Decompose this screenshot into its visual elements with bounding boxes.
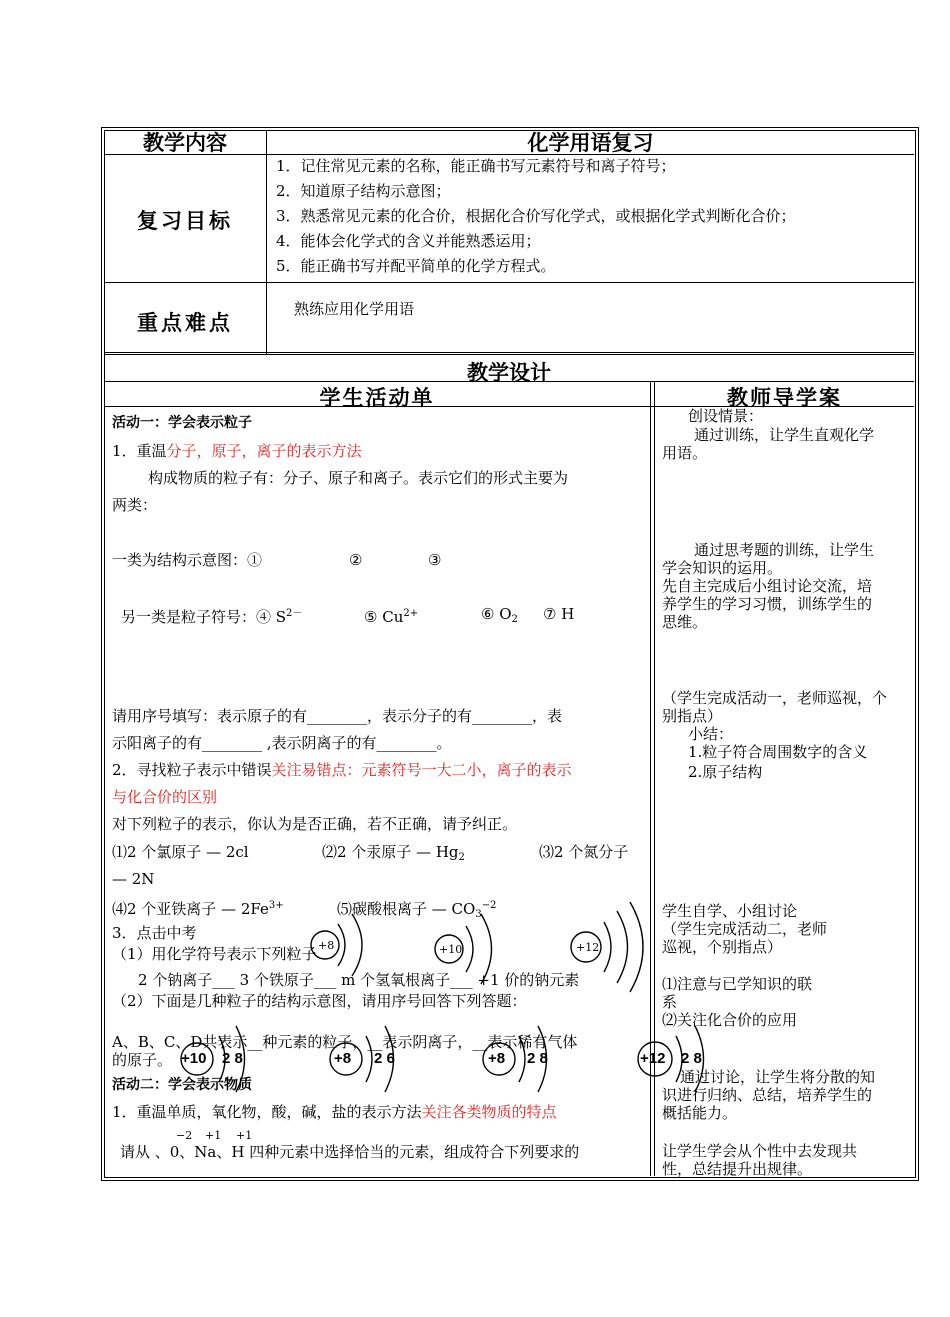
text-line: 一类为结构示意图：① — [112, 551, 263, 569]
nucleus-charge: +8 — [334, 1050, 352, 1067]
activity-two-title: 活动二：学会表示物质 — [112, 1077, 252, 1093]
text-line: A、B、C、D共表示__种元素的粒子，__表示阴离子，__表示稀有气体 — [112, 1033, 578, 1051]
guide-line: 系 — [662, 993, 678, 1011]
guide-line: 性，总结提升出规律。 — [662, 1160, 813, 1178]
valence-mark: −2 — [176, 1129, 193, 1142]
guide-line: 1.粒子符合周围数字的含义 — [688, 743, 868, 761]
text-line: 请用序号填写：表示原子的有________，表示分子的有________，表 — [112, 707, 563, 725]
guide-line: 思维。 — [662, 613, 708, 631]
text-line: 构成物质的粒子有：分子、原子和离子。表示它们的形式主要为 — [148, 469, 569, 487]
nucleus-charge: +12 — [640, 1050, 666, 1067]
text-line: ⑵2 个汞原子 — $Hg_2$ — [322, 843, 465, 863]
text-line: 3．点击中考 — [112, 924, 197, 942]
guide-line: 概括能力。 — [662, 1104, 738, 1122]
text-line: 请从 、0、Na、H 四种元素中选择恰当的元素，组成符合下列要求的 — [120, 1143, 580, 1161]
guide-line: 先自主完成后小组讨论交流，培 — [662, 577, 873, 595]
teacher-guide-header: 教师导学案 — [727, 386, 842, 410]
guide-line: 巡视，个别指点） — [662, 938, 783, 956]
text-line: 2．寻找粒子表示中错误关注易错点：元素符号一大二小，离子的表示 — [112, 761, 572, 779]
particle-symbols: ⑦ H — [543, 605, 575, 623]
design-title: 教学设计 — [467, 361, 551, 385]
goal-item: 1．记住常见元素的名称，能正确书写元素符号和离子符号； — [276, 157, 676, 175]
goal-item: 3．熟悉常见元素的化合价，根据化合价写化学式，或根据化学式判断化合价； — [276, 207, 796, 225]
row-divider — [104, 352, 914, 355]
particle-symbols: ⑥ $O_2$ — [481, 605, 518, 625]
text-line: 2 个钠离子___ 3 个铁原子___ m 个氢氧根离子___ +1 价的钠元素 — [138, 971, 580, 989]
guide-line: ⑴注意与已学知识的联 — [662, 975, 813, 993]
nucleus-charge: +8 — [488, 1050, 506, 1067]
guide-line: 通过训练，让学生直观化学 — [694, 426, 875, 444]
text-line: ③ — [428, 551, 442, 569]
text-line: ⑴2 个氯原子 — 2cl — [112, 843, 249, 861]
text-line: 示阳离子的有________ ,表示阴离子的有________。 — [112, 734, 452, 752]
text-line: ⑸碳酸根离子 — $CO_3^{-2}$ — [337, 900, 497, 920]
key-label: 重点难点 — [137, 311, 233, 335]
guide-line: 2.原子结构 — [688, 763, 763, 781]
text-line: 对下列粒子的表示，你认为是否正确，若不正确，请予纠正。 — [112, 815, 518, 833]
guide-line: （学生完成活动二，老师 — [662, 920, 828, 938]
text-line: 两类： — [112, 496, 158, 514]
text-line: ⑶2 个氮分子 — [539, 843, 629, 861]
header-content-label: 教学内容 — [143, 131, 227, 155]
particle-symbols: ⑤ $Cu^{2+}$ — [364, 608, 419, 626]
guide-line: 学生自学、小组讨论 — [662, 902, 798, 920]
valence-mark: +1 — [236, 1129, 253, 1142]
guide-line: 通过思考题的训练，让学生 — [694, 541, 875, 559]
nucleus-charge: +10 — [181, 1050, 207, 1067]
text-line: ② — [349, 551, 363, 569]
text-line: 与化合价的区别 — [112, 788, 218, 806]
goal-item: 5．能正确书写并配平简单的化学方程式。 — [276, 257, 556, 275]
key-text: 熟练应用化学用语 — [294, 300, 415, 318]
shell-electrons: 2 6 — [374, 1050, 395, 1067]
valence-mark: +1 — [205, 1129, 222, 1142]
guide-line: 学会知识的运用。 — [662, 559, 783, 577]
goal-item: 2．知道原子结构示意图； — [276, 182, 451, 200]
nucleus-charge: +8 — [318, 939, 335, 952]
guide-line: 别指点） — [662, 707, 723, 725]
goal-item: 4．能体会化学式的含义并能熟悉运用； — [276, 232, 541, 250]
student-activity-header: 学生活动单 — [319, 386, 435, 410]
text-line: ⑷2 个亚铁离子 — $2Fe^{3+}$ — [112, 900, 284, 918]
shell-electrons: 2 8 — [527, 1050, 548, 1067]
guide-line: 识进行归纳、总结，培养学生的 — [662, 1086, 873, 1104]
text-line: （2）下面是几种粒子的结构示意图，请用序号回答下列答题： — [112, 992, 527, 1010]
goals-label: 复习目标 — [137, 209, 233, 233]
guide-line: 创设情景： — [688, 407, 764, 425]
guide-line: ⑵关注化合价的应用 — [662, 1011, 798, 1029]
text-line: 1．重温单质，氧化物，酸，碱，盐的表示方法关注各类物质的特点 — [112, 1103, 557, 1121]
shell-electrons: 2 8 — [681, 1050, 702, 1067]
text-line: （1）用化学符号表示下列粒子 — [112, 945, 317, 963]
particle-symbols: 另一类是粒子符号：④ $S^{2-}$ — [121, 608, 303, 626]
page-title: 化学用语复习 — [527, 131, 654, 155]
guide-line: 养学生的学习习惯，训练学生的 — [662, 595, 873, 613]
nucleus-charge: +10 — [439, 943, 463, 956]
text-line: 的原子。 — [112, 1051, 173, 1069]
activity-one-title: 活动一：学会表示粒子 — [112, 415, 252, 431]
guide-line: 让学生学会从个性中去发现共 — [662, 1142, 858, 1160]
row-divider — [104, 282, 914, 283]
guide-line: 小结： — [688, 725, 734, 743]
shell-electrons: 2 8 — [222, 1050, 243, 1067]
guide-line: （学生完成活动一，老师巡视，个 — [662, 689, 888, 707]
text-line: — 2N — [112, 870, 155, 888]
text-line: 1．重温分子，原子，离子的表示方法 — [112, 442, 362, 460]
nucleus-charge: +12 — [576, 941, 600, 954]
guide-line: 通过讨论，让学生将分散的知 — [680, 1068, 876, 1086]
col-divider — [266, 130, 267, 354]
guide-line: 用语。 — [662, 444, 708, 462]
